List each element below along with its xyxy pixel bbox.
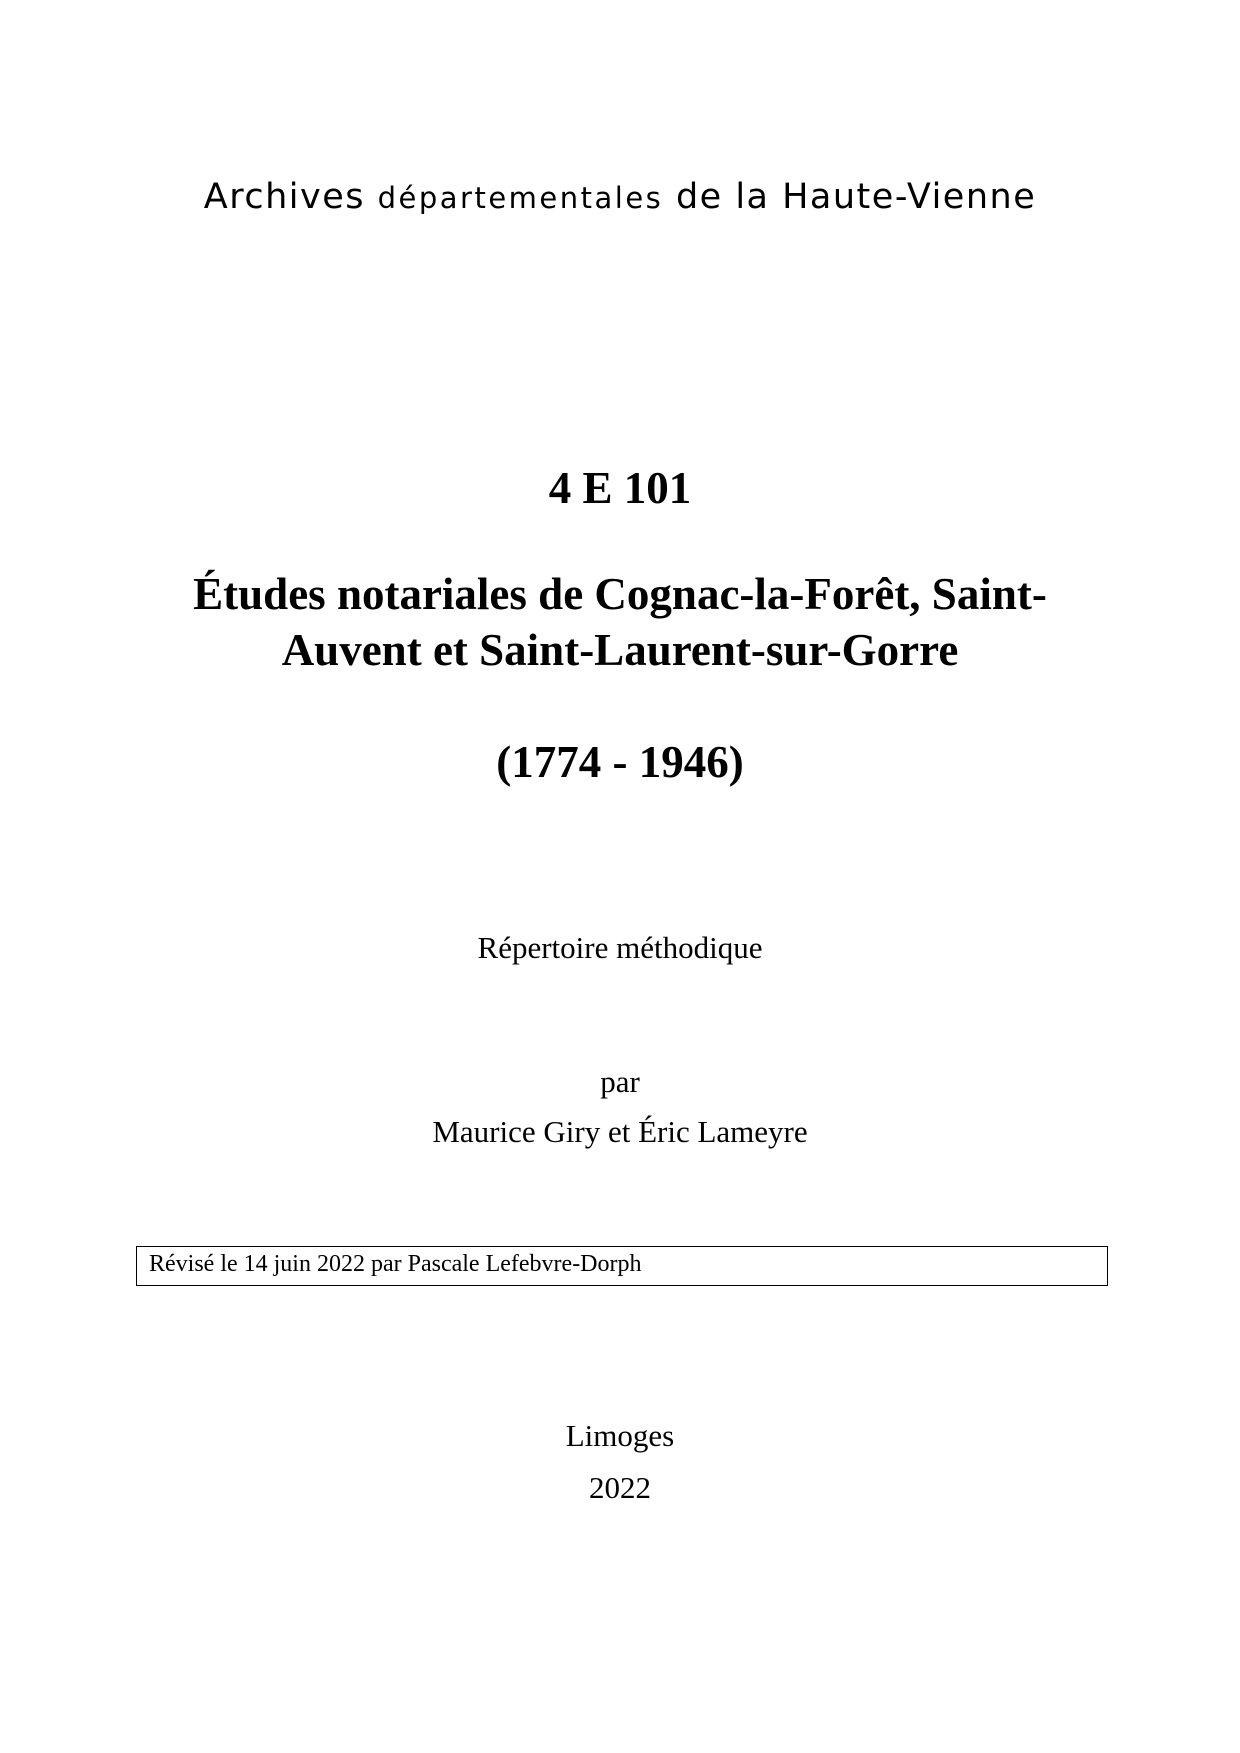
institution-part-haute-vienne: de la Haute-Vienne — [675, 177, 1037, 217]
institution-part-archives: Archives — [203, 177, 365, 217]
document-type: Répertoire méthodique — [477, 930, 763, 965]
institution-part-departementales: départementales — [377, 181, 664, 215]
authors: Maurice Giry et Éric Lameyre — [432, 1114, 808, 1149]
document-dates: (1774 - 1946) — [496, 737, 744, 787]
document-title-line-1: Études notariales de Cognac-la-Forêt, Saint- — [193, 569, 1047, 619]
revision-note: Révisé le 14 juin 2022 par Pascale Lefebvre-Dorph — [149, 1251, 642, 1277]
publication-year: 2022 — [589, 1470, 651, 1505]
publication-place: Limoges — [565, 1418, 675, 1453]
by-label: par — [600, 1064, 640, 1099]
institution-heading — [0, 172, 1240, 223]
revision-note-box — [136, 1246, 1108, 1286]
document-cote: 4 E 101 — [548, 463, 692, 513]
document-title — [0, 566, 1240, 678]
document-title-line-2: Auvent et Saint-Laurent-sur-Gorre — [281, 625, 959, 675]
